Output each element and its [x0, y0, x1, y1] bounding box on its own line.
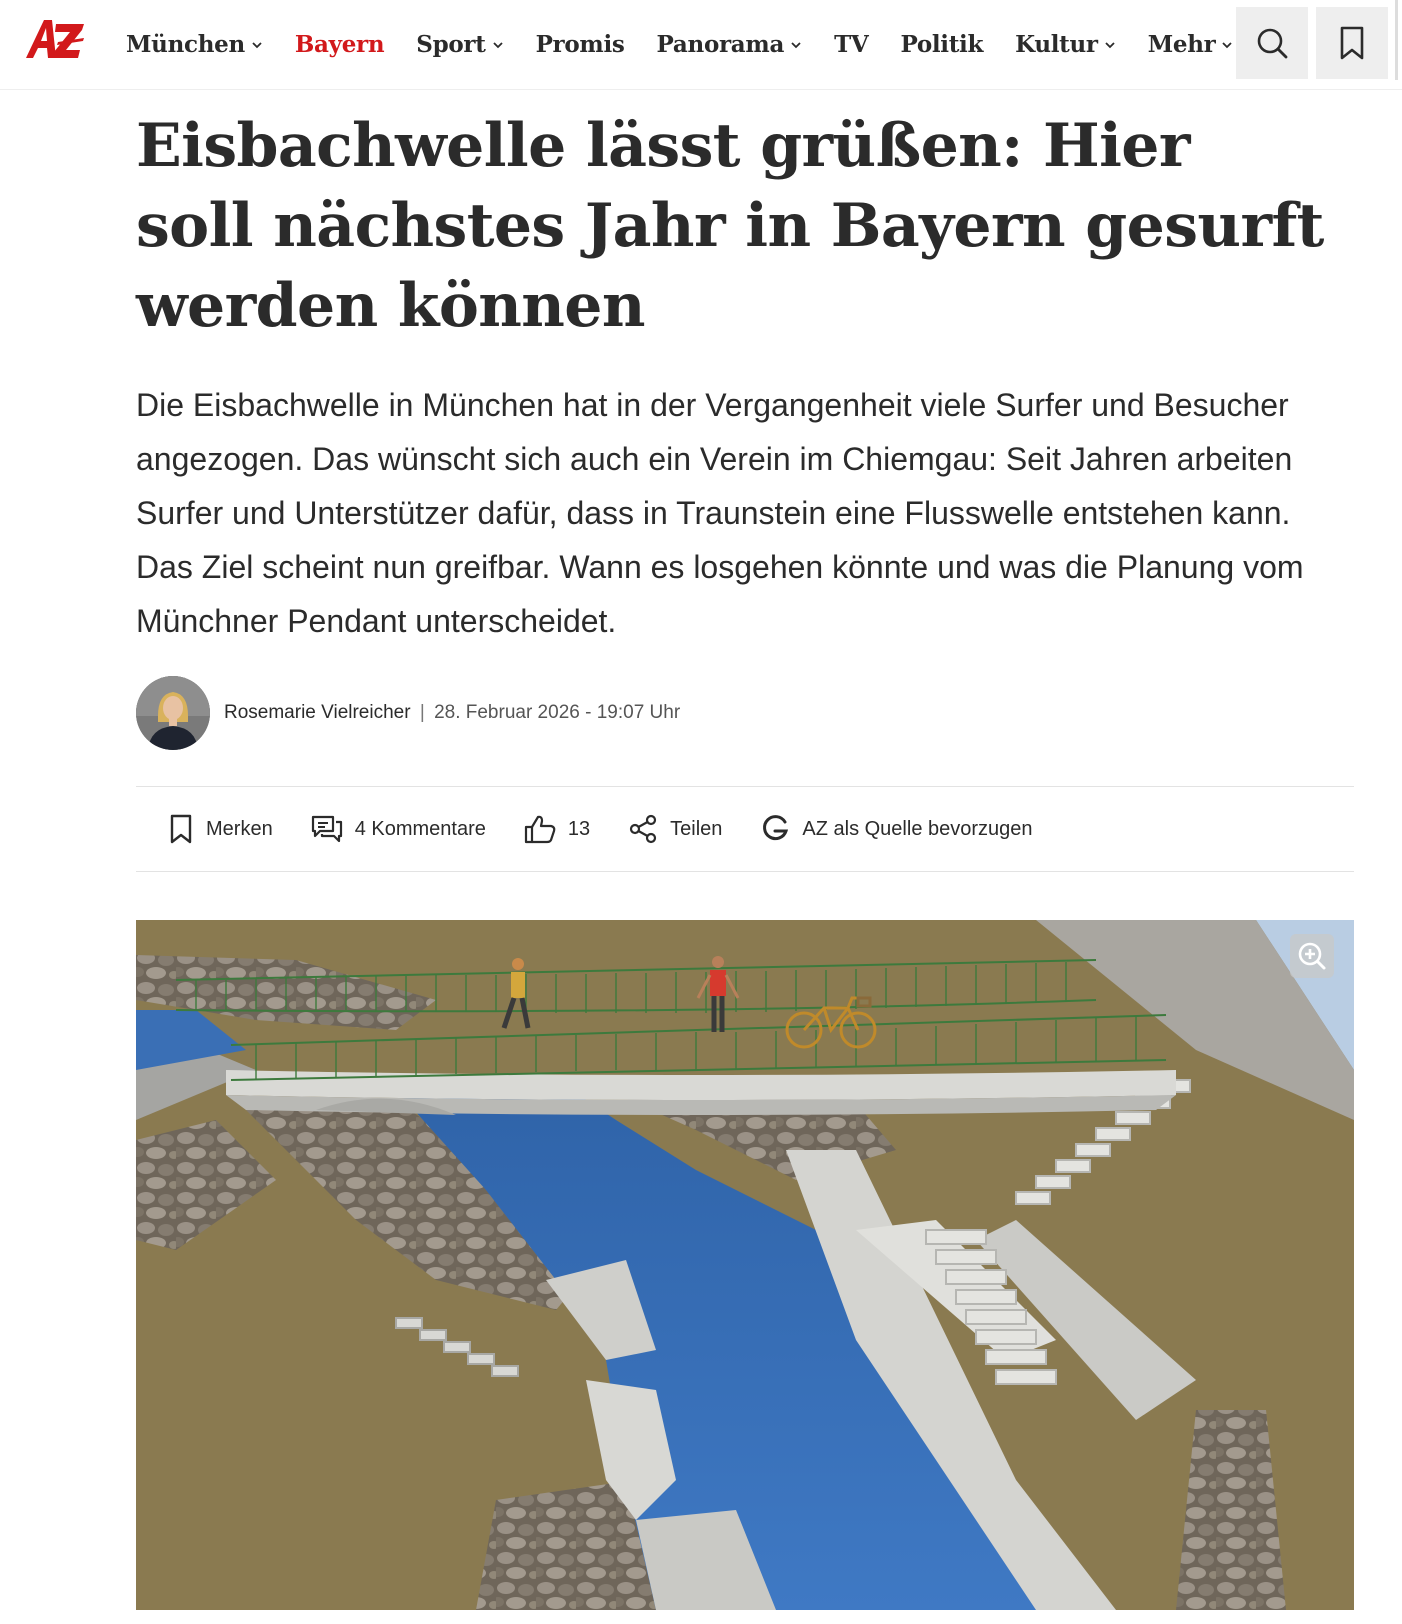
publish-date: 28. Februar 2026 - 19:07 Uhr	[434, 702, 681, 723]
chevron-down-icon	[1221, 39, 1233, 51]
preferred-source-button[interactable]: AZ als Quelle bevorzugen	[760, 814, 1032, 844]
chevron-down-icon	[492, 39, 504, 51]
like-button[interactable]: 13	[524, 814, 590, 844]
nav-item-kultur[interactable]: Kultur	[1015, 31, 1116, 58]
comments-icon	[311, 814, 343, 844]
zoom-in-icon	[1297, 941, 1327, 971]
top-navigation-bar	[0, 0, 1402, 90]
google-icon	[760, 814, 790, 844]
chevron-down-icon	[251, 39, 263, 51]
author-photo	[136, 676, 210, 750]
chevron-down-icon	[1104, 39, 1116, 51]
author-byline	[136, 676, 680, 750]
nav-item-politik[interactable]: Politik	[900, 30, 984, 58]
bookmark-article-button[interactable]: Merken	[168, 814, 273, 844]
chevron-down-icon	[790, 39, 802, 51]
byline-text	[224, 702, 680, 724]
search-button[interactable]	[1236, 7, 1308, 79]
article-lead: Die Eisbachwelle in München hat in der Vergangenheit viele Surfer und Besucher angezogen. Das wünscht sich auch ein Verein im Chiemgau: Seit Jahren arbeiten Surfer und Unterstützer dafür, dass in Traunstein eine Flusswelle entstehen kann. Das Ziel scheint nun greifbar. Wann es losgehen könnte und was die Planung vom Münchner Pendant unterscheidet.	[136, 387, 1304, 639]
article-headline: Eisbachwelle lässt grüßen: Hier soll nächstes Jahr in Bayern gesurft werden können	[136, 111, 1324, 341]
bookmark-icon	[1338, 25, 1366, 61]
thumbs-up-icon	[524, 814, 556, 844]
nav-item-muenchen[interactable]: München	[126, 31, 263, 58]
search-icon	[1255, 26, 1289, 60]
author-avatar[interactable]	[136, 676, 210, 750]
nav-item-bayern[interactable]: Bayern	[294, 30, 385, 58]
comments-button[interactable]: 4 Kommentare	[311, 814, 486, 844]
article-action-bar	[136, 786, 1354, 872]
river-wave-rendering	[136, 920, 1354, 1610]
byline-separator: |	[419, 702, 425, 723]
author-name[interactable]: Rosemarie Vielreicher	[224, 702, 411, 723]
nav-item-panorama[interactable]: Panorama	[657, 31, 803, 58]
zoom-image-button[interactable]	[1290, 934, 1334, 978]
article-hero-image[interactable]	[136, 920, 1354, 1610]
share-button[interactable]: Teilen	[628, 814, 722, 844]
nav-item-sport[interactable]: Sport	[416, 31, 503, 58]
share-icon	[628, 814, 658, 844]
nav-item-mehr[interactable]: Mehr	[1148, 31, 1234, 58]
bookmarks-button[interactable]	[1316, 7, 1388, 79]
nav-item-promis[interactable]: Promis	[535, 30, 625, 58]
az-logo-icon	[22, 14, 88, 64]
main-navigation	[126, 26, 1265, 62]
scrollbar[interactable]	[1395, 0, 1398, 80]
bookmark-icon	[168, 814, 194, 844]
nav-item-tv[interactable]: TV	[834, 30, 869, 58]
site-logo[interactable]	[22, 14, 88, 64]
